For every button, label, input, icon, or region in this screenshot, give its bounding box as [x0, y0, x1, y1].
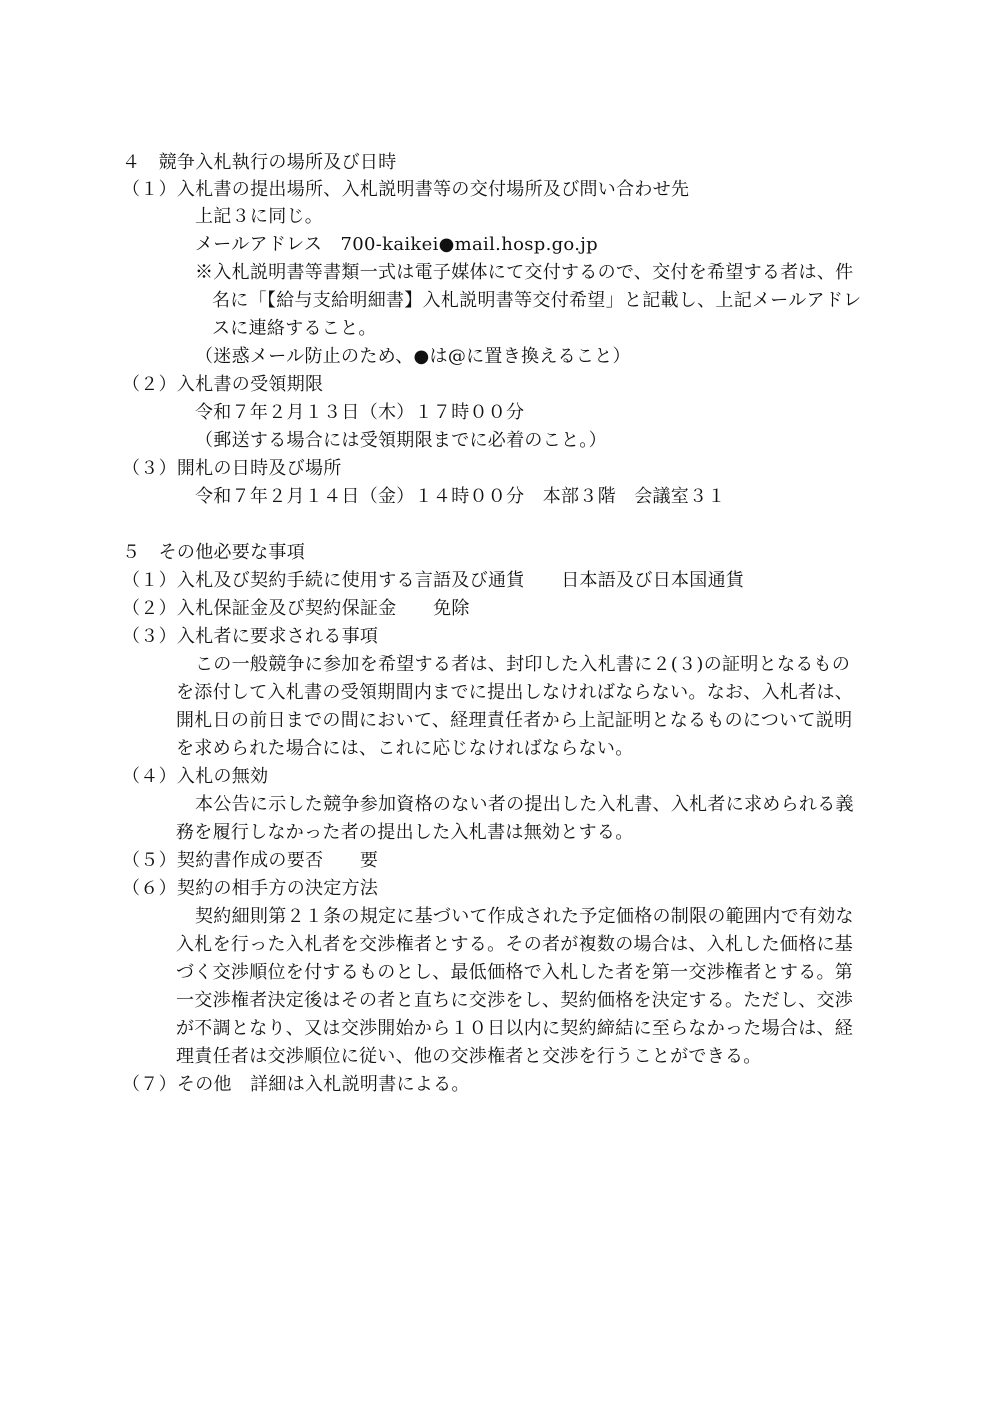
- section-4-item-2-deadline: 令和７年２月１３日（木）１７時００分: [195, 402, 525, 423]
- section-4-item-2-mail-note: （郵送する場合には受領期限までに必着のこと。）: [195, 430, 607, 451]
- section-5-item-5: （５）契約書作成の要否 要: [122, 850, 379, 871]
- section-5-item-3-paragraph-line-4: を求められた場合には、これに応じなければならない。: [176, 738, 634, 759]
- section-4-item-1-label: （１）入札書の提出場所、入札説明書等の交付場所及び問い合わせ先: [122, 179, 690, 200]
- section-5-item-6-paragraph-line-4: 一交渉権者決定後はその者と直ちに交渉をし、契約価格を決定する。ただし、交渉: [176, 990, 854, 1011]
- section-5-heading: ５ その他必要な事項: [122, 542, 305, 563]
- section-5-item-3-paragraph-line-2: を添付して入札書の受領期間内までに提出しなければならない。なお、入札者は、: [176, 682, 854, 703]
- section-5-item-1: （１）入札及び契約手続に使用する言語及び通貨 日本語及び日本国通貨: [122, 570, 745, 591]
- section-5-item-6-paragraph-line-2: 入札を行った入札者を交渉権者とする。その者が複数の場合は、入札した価格に基: [176, 934, 854, 955]
- section-4-heading: ４ 競争入札執行の場所及び日時: [122, 152, 397, 173]
- section-4-item-1-note-line-2: 名に「【給与支給明細書】入札説明書等交付希望」と記載し、上記メールアドレ: [212, 290, 862, 311]
- section-5-item-4-label: （４）入札の無効: [122, 766, 269, 787]
- section-4-item-1-same-as: 上記３に同じ。: [195, 206, 324, 227]
- section-5-item-3-label: （３）入札者に要求される事項: [122, 626, 379, 647]
- section-4-item-1-spam-note: （迷惑メール防止のため、●は@に置き換えること）: [195, 346, 631, 367]
- section-5-item-7: （７）その他 詳細は入札説明書による。: [122, 1074, 470, 1095]
- section-5-item-3-paragraph-line-1: この一般競争に参加を希望する者は、封印した入札書に２(３)の証明となるもの: [195, 654, 851, 675]
- section-4-item-3-datetime-place: 令和７年２月１４日（金）１４時００分 本部３階 会議室３１: [195, 486, 726, 507]
- section-4-item-1-email: メールアドレス 700-kaikei●mail.hosp.go.jp: [195, 234, 598, 255]
- section-5-item-6-paragraph-line-6: 理責任者は交渉順位に従い、他の交渉権者と交渉を行うことができる。: [176, 1046, 762, 1067]
- section-5-item-2: （２）入札保証金及び契約保証金 免除: [122, 598, 470, 619]
- section-4-item-3-label: （３）開札の日時及び場所: [122, 458, 342, 479]
- section-5-item-6-paragraph-line-5: が不調となり、又は交渉開始から１０日以内に契約締結に至らなかった場合は、経: [176, 1018, 854, 1039]
- section-4-item-1-note-line-1: ※入札説明書等書類一式は電子媒体にて交付するので、交付を希望する者は、件: [195, 262, 854, 283]
- section-4-item-1-note-line-3: スに連絡すること。: [212, 318, 377, 339]
- section-5-item-6-label: （６）契約の相手方の決定方法: [122, 878, 379, 899]
- section-5-item-3-paragraph-line-3: 開札日の前日までの間において、経理責任者から上記証明となるものについて説明: [176, 710, 853, 731]
- section-5-item-4-paragraph-line-2: 務を履行しなかった者の提出した入札書は無効とする。: [176, 822, 634, 843]
- section-5-item-6-paragraph-line-3: づく交渉順位を付するものとし、最低価格で入札した者を第一交渉権者とする。第: [176, 962, 854, 983]
- section-5-item-6-paragraph-line-1: 契約細則第２１条の規定に基づいて作成された予定価格の制限の範囲内で有効な: [195, 906, 854, 927]
- section-5-item-4-paragraph-line-1: 本公告に示した競争参加資格のない者の提出した入札書、入札者に求められる義: [195, 794, 854, 815]
- section-4-item-2-label: （２）入札書の受領期限: [122, 374, 324, 395]
